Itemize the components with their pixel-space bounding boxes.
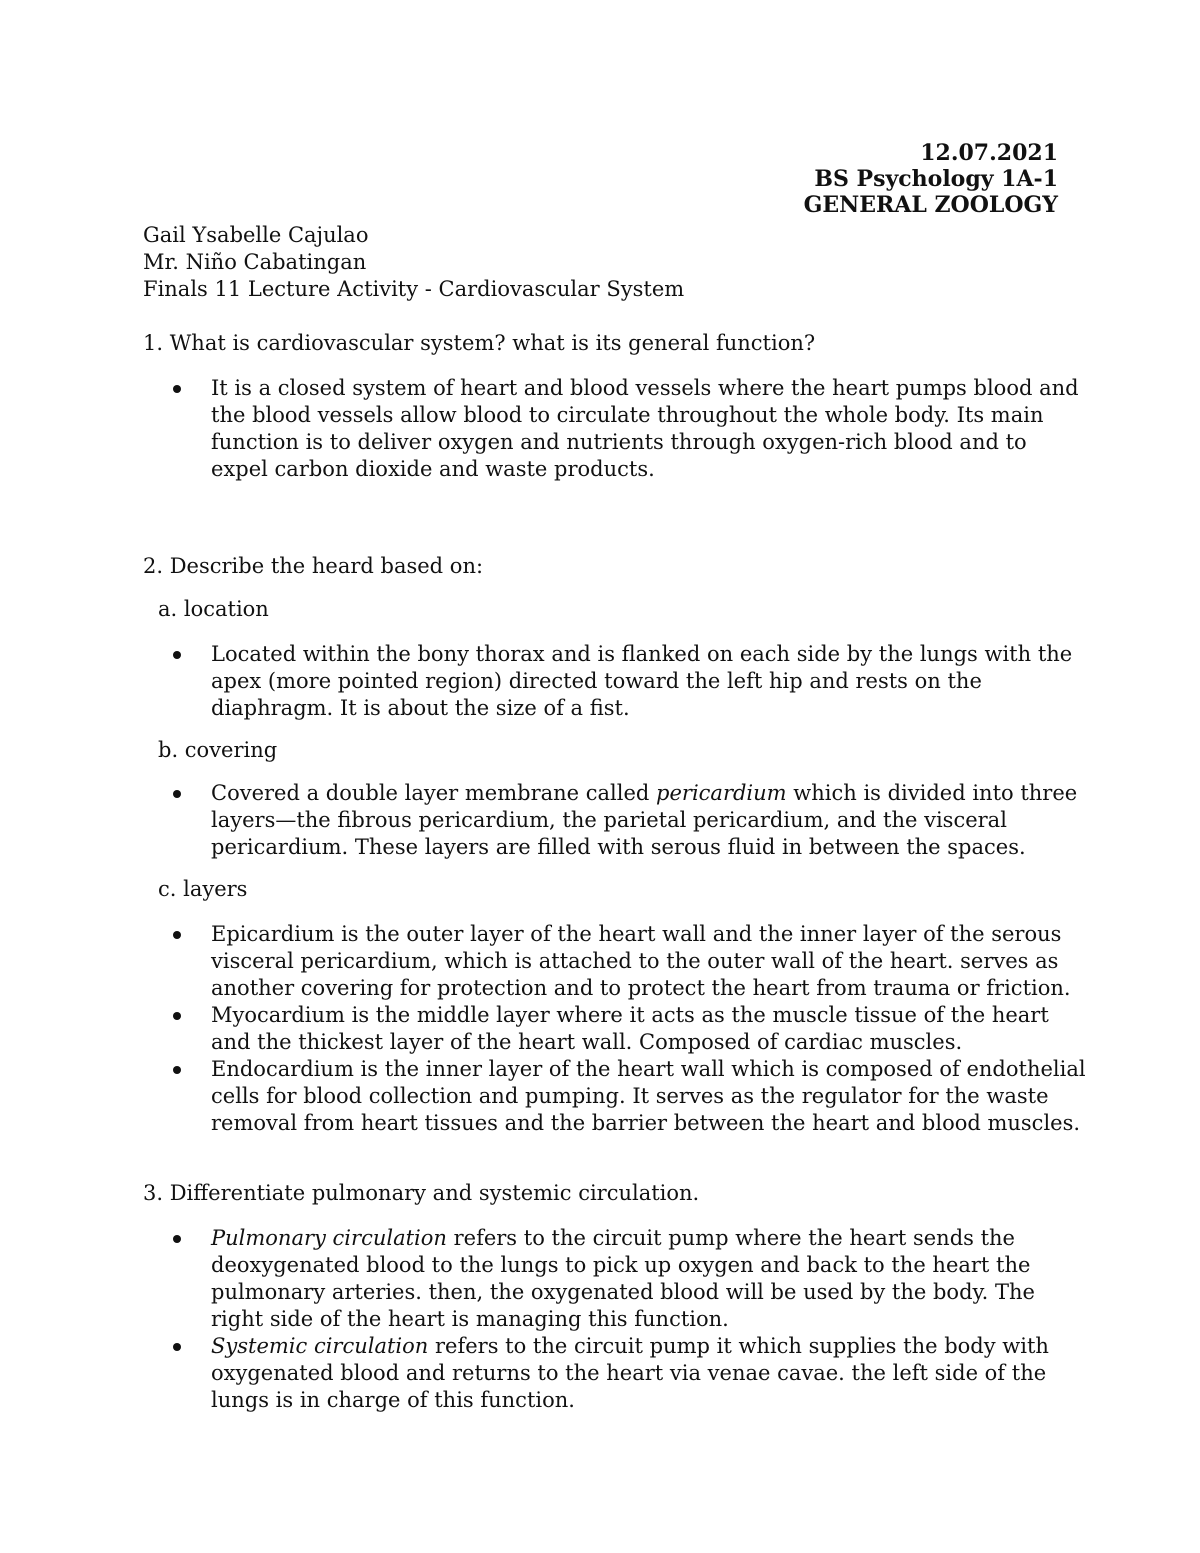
q2b-answer-list [143, 780, 1078, 861]
epicardium-item [211, 921, 1073, 1002]
text-fragment: Covered a double layer membrane called [211, 781, 657, 805]
text-fragment: which is divided into three [786, 781, 1078, 805]
text-line: expel carbon dioxide and waste products. [211, 457, 655, 481]
q1-answer-item [211, 375, 1079, 483]
q2a-answer-list [143, 641, 1073, 722]
q2-sub-label-c: c. layers [158, 877, 248, 901]
q2c-answer-list [143, 921, 1086, 1137]
instructor-name: Mr. Niño Cabatingan [143, 250, 367, 274]
pulmonary-item [211, 1225, 1073, 1333]
text-line: Located within the bony thorax and is flanked on each side by the lungs with the [211, 642, 1073, 666]
date-text: 12.07.2021 [920, 140, 1058, 166]
text-line: pericardium. These layers are filled with serous fluid in between the spaces. [211, 835, 1026, 859]
program-text: BS Psychology 1A-1 [814, 166, 1058, 192]
q2-sub-label-a: a. location [158, 597, 269, 621]
text-line: pulmonary arteries. then, the oxygenated blood will be used by the body. The [211, 1280, 1035, 1304]
question-2: 2. Describe the heard based on: [143, 554, 484, 578]
text-line: It is a closed system of heart and blood vessels where the heart pumps blood and [211, 376, 1079, 400]
text-line: another covering for protection and to protect the heart from trauma or friction. [211, 976, 1071, 1000]
meta-block [143, 222, 1073, 303]
systemic-item [211, 1333, 1073, 1414]
myocardium-item [211, 1002, 1073, 1056]
text-line [211, 1333, 1073, 1360]
text-line: visceral pericardium, which is attached to the outer wall of the heart. serves as [211, 949, 1059, 973]
q2-sub-label-b: b. covering [158, 738, 278, 762]
text-line: lungs is in charge of this function. [211, 1388, 575, 1412]
text-line [211, 780, 1078, 807]
text-line: Myocardium is the middle layer where it acts as the muscle tissue of the heart [211, 1003, 1049, 1027]
text-line: deoxygenated blood to the lungs to pick up oxygen and back to the heart the [211, 1253, 1031, 1277]
systemic-term: Systemic circulation [211, 1334, 429, 1358]
text-fragment: refers to the circuit pump where the heart sends the [446, 1226, 1015, 1250]
document-header [804, 140, 1058, 218]
question-3: 3. Differentiate pulmonary and systemic circulation. [143, 1181, 700, 1205]
text-line: cells for blood collection and pumping. It serves as the regulator for the waste [211, 1084, 1049, 1108]
text-line: apex (more pointed region) directed toward the left hip and rests on the [211, 669, 982, 693]
text-line: removal from heart tissues and the barrier between the heart and blood muscles. [211, 1111, 1081, 1135]
course-text: GENERAL ZOOLOGY [803, 192, 1058, 218]
q2a-answer-item [211, 641, 1073, 722]
text-line: oxygenated blood and returns to the heart via venae cavae. the left side of the [211, 1361, 1047, 1385]
activity-title: Finals 11 Lecture Activity - Cardiovascular System [143, 277, 685, 301]
q3-answer-list [143, 1225, 1073, 1414]
text-fragment: refers to the circuit pump it which supplies the body with [428, 1334, 1049, 1358]
endocardium-item [211, 1056, 1086, 1137]
q1-answer-list [143, 375, 1079, 483]
student-name: Gail Ysabelle Cajulao [143, 223, 369, 247]
text-line: Endocardium is the inner layer of the heart wall which is composed of endothelial [211, 1057, 1086, 1081]
text-line: layers—the fibrous pericardium, the parietal pericardium, and the visceral [211, 808, 1007, 832]
document-body [143, 222, 1086, 1414]
q2b-answer-item [211, 780, 1078, 861]
text-line: right side of the heart is managing this function. [211, 1307, 729, 1331]
text-line: the blood vessels allow blood to circulate throughout the whole body. Its main [211, 403, 1044, 427]
text-line: Epicardium is the outer layer of the heart wall and the inner layer of the serous [211, 922, 1062, 946]
text-line: and the thickest layer of the heart wall. Composed of cardiac muscles. [211, 1030, 963, 1054]
pulmonary-term: Pulmonary circulation [211, 1226, 447, 1250]
text-line [211, 1225, 1073, 1252]
text-line: function is to deliver oxygen and nutrients through oxygen-rich blood and to [211, 430, 1027, 454]
question-1: 1. What is cardiovascular system? what is its general function? [143, 331, 816, 355]
text-line: diaphragm. It is about the size of a fist. [211, 696, 630, 720]
pericardium-term: pericardium [656, 781, 787, 805]
